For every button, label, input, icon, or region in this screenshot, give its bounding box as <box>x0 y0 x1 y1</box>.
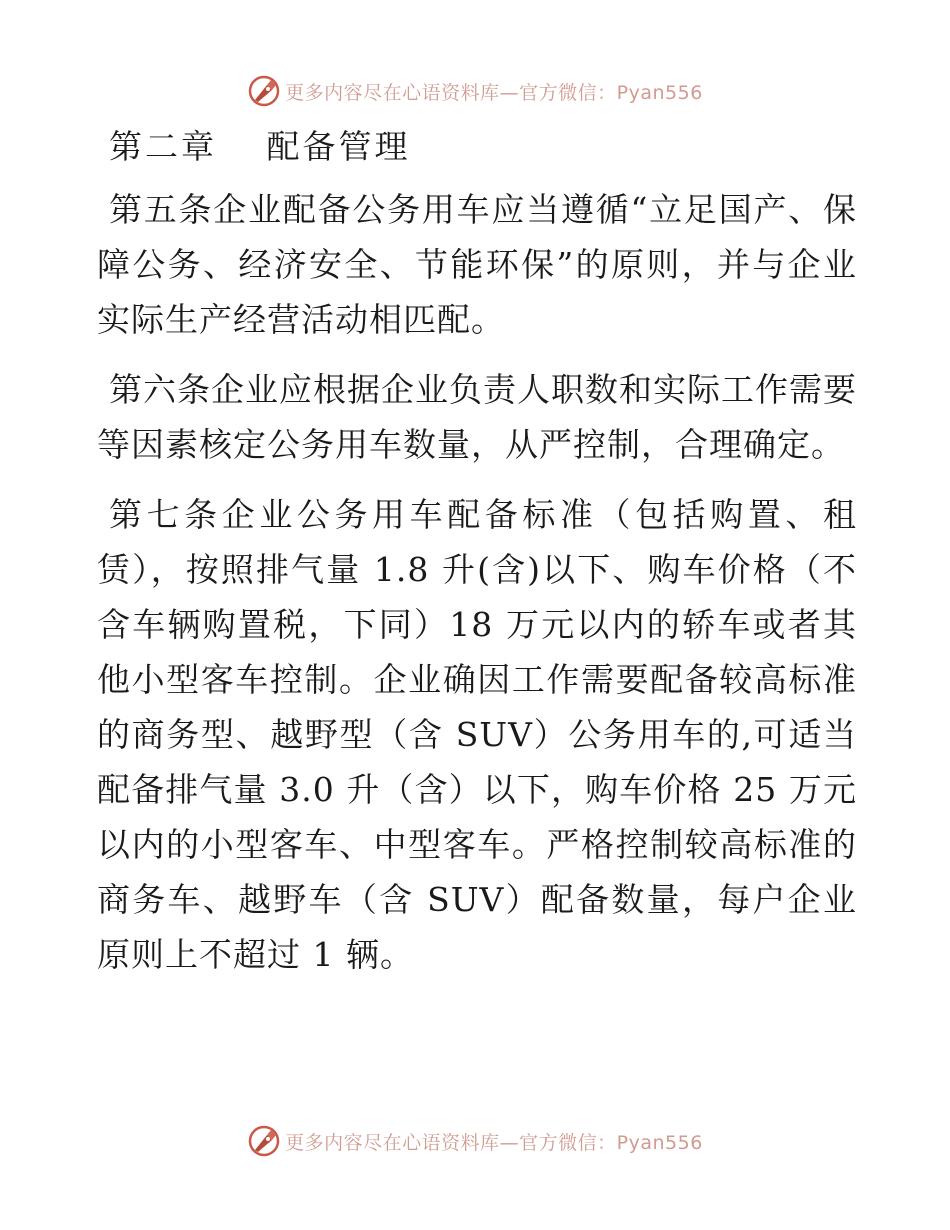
pen-nib-circle-icon <box>247 1124 281 1158</box>
document-body <box>97 120 857 997</box>
watermark-header <box>0 71 950 111</box>
article-6-paragraph: 第六条企业应根据企业负责人职数和实际工作需要等因素核定公务用车数量，从严控制，合理确定。 <box>97 370 857 464</box>
article-7-paragraph: 第七条企业公务用车配备标准（包括购置、租赁），按照排气量 1.8 升(含)以下、购车价格（不含车辆购置税，下同）18 万元以内的轿车或者其他小型客车控制。企业确因工作需要配备较高标准的商务型、越野型（含 SUV）公务用车的,可适当配备排气量 3.0 升（含）以下，购车价格 25 万元以内的小型客车、中型客车。严格控制较高标准的商务车、越野车（含 SUV）配备数量，每户企业原则上不超过 1 辆。 <box>97 495 857 974</box>
pen-nib-circle-icon <box>247 74 281 108</box>
chapter-title: 第二章 配备管理 <box>109 127 411 166</box>
watermark-footer <box>0 1121 950 1161</box>
watermark-text: 更多内容尽在心语资料库—官方微信：Pyan556 <box>285 81 703 104</box>
article-5-paragraph: 第五条企业配备公务用车应当遵循“立足国产、保障公务、经济安全、节能环保”的原则，并与企业实际生产经营活动相匹配。 <box>97 190 857 339</box>
watermark-text: 更多内容尽在心语资料库—官方微信：Pyan556 <box>285 1131 703 1154</box>
